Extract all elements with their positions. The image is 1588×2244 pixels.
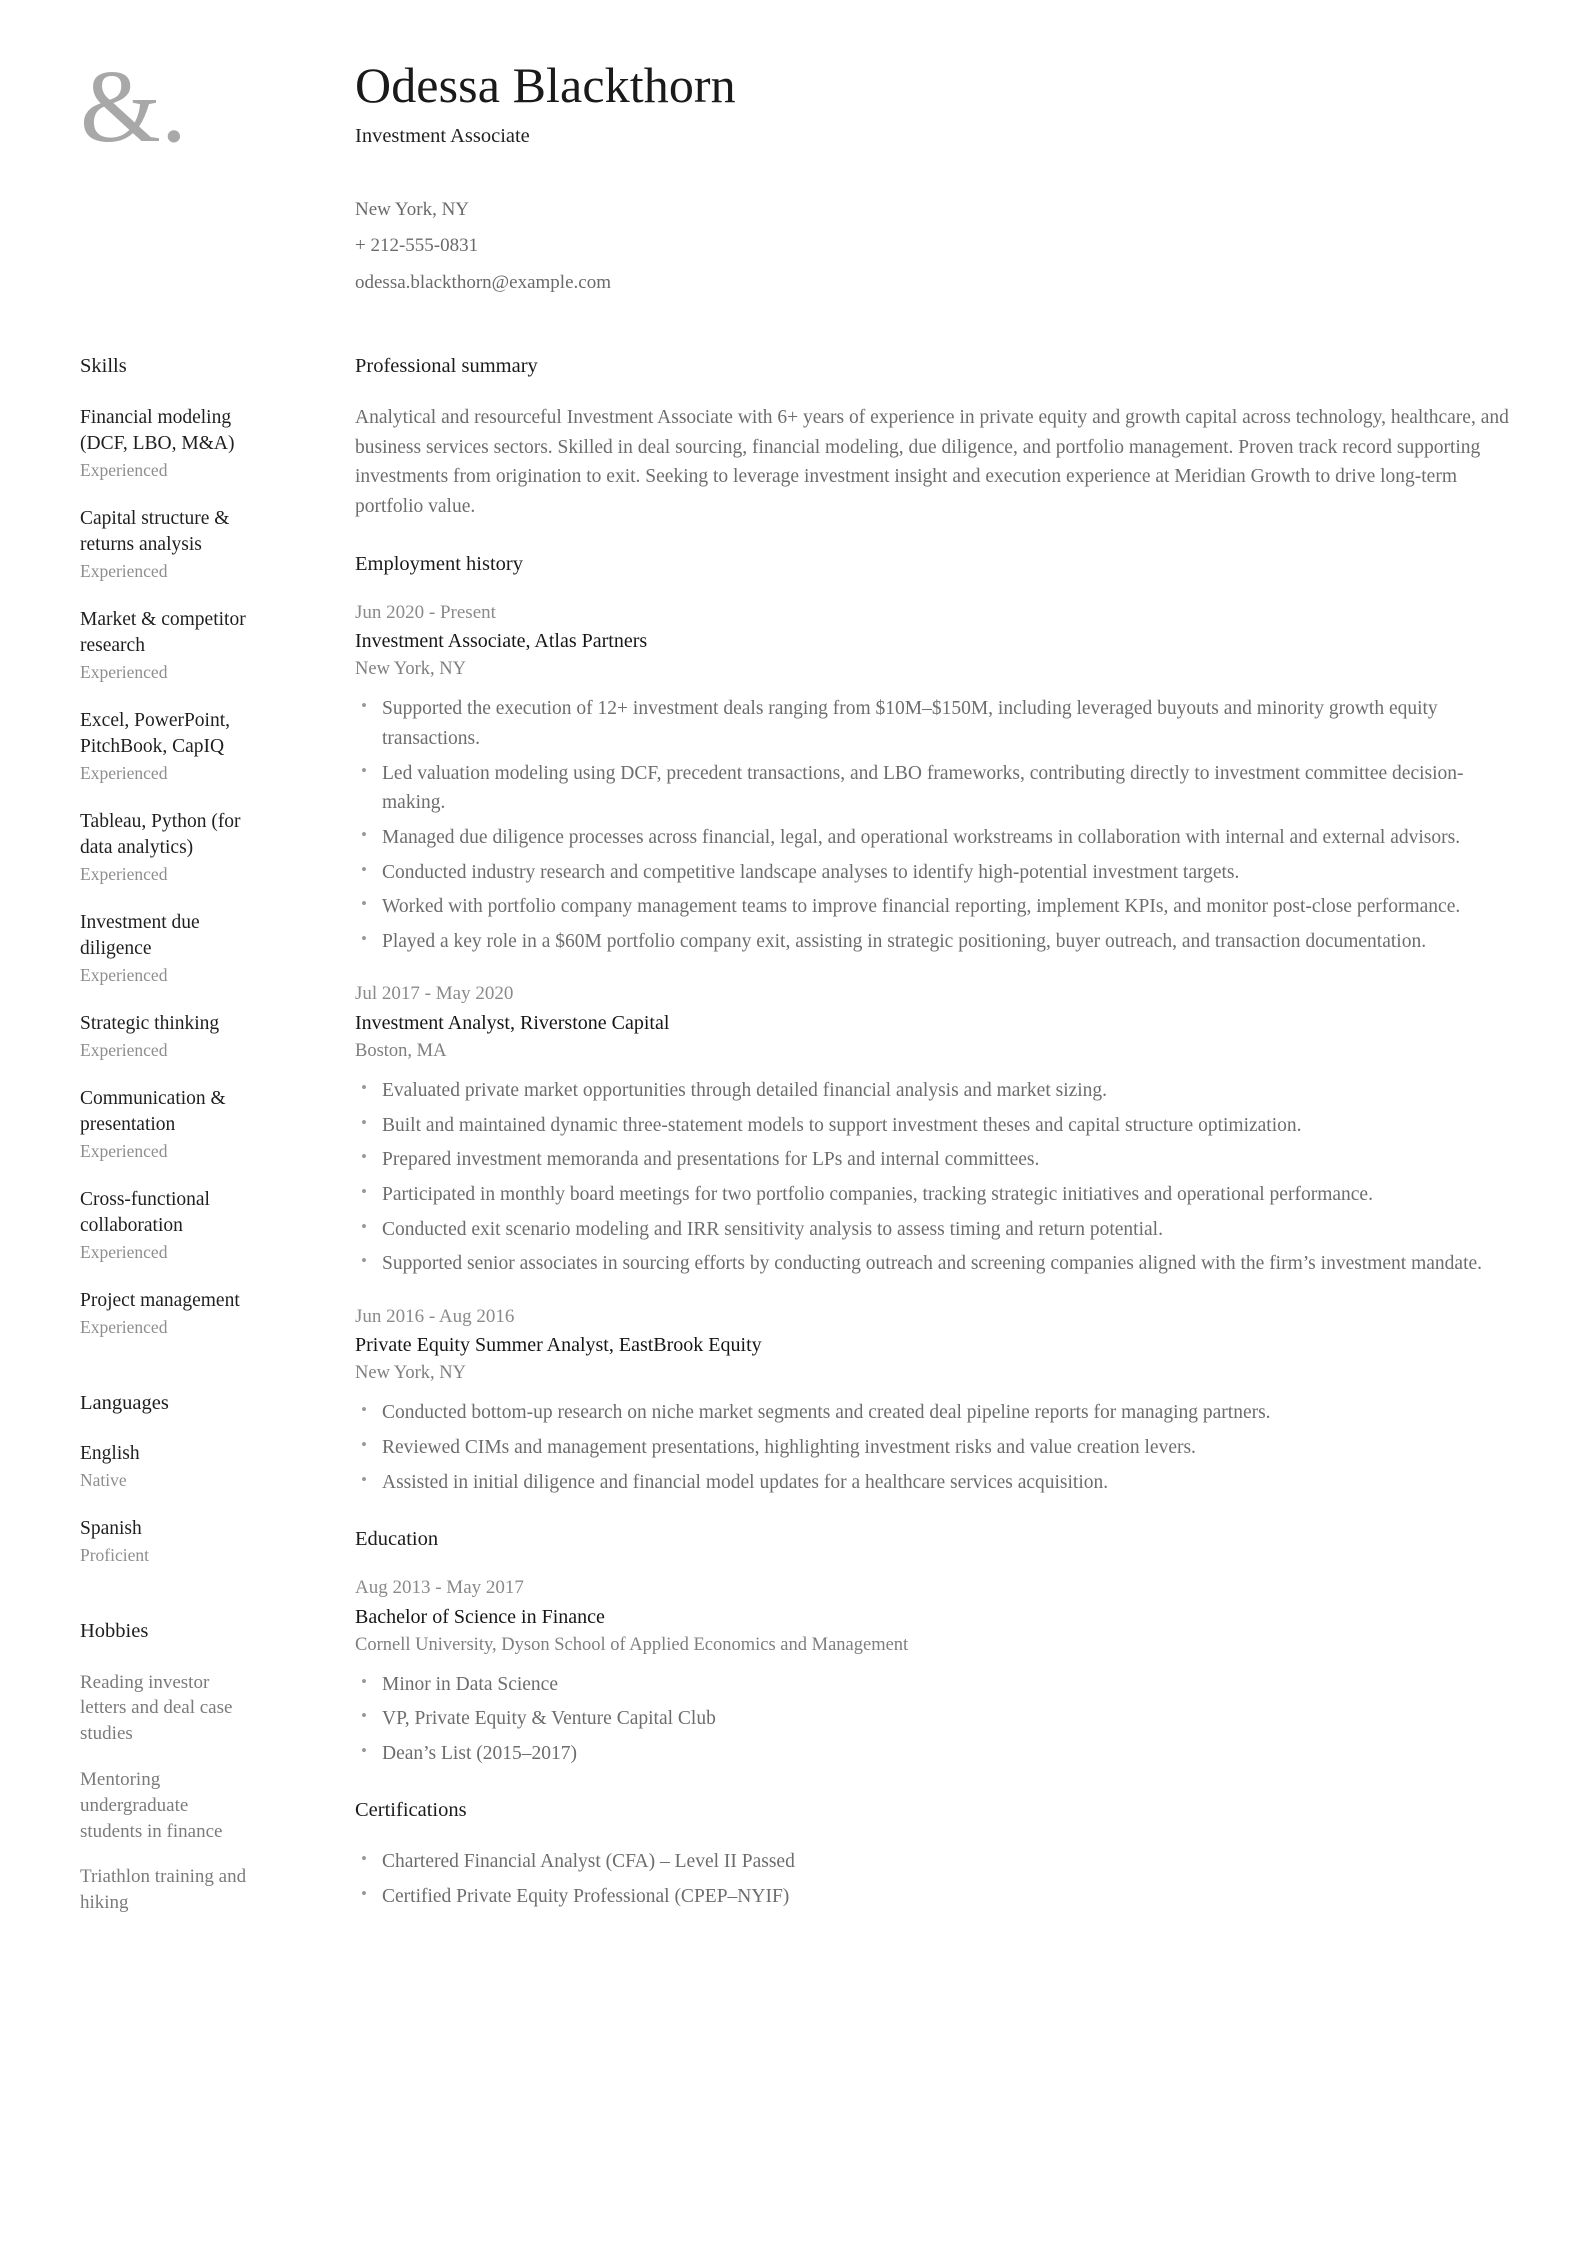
- logo-column: [0, 49, 275, 164]
- resume-body: [0, 354, 1588, 1941]
- skill-item: [80, 910, 253, 987]
- employment-entry: [355, 982, 1516, 1278]
- sidebar-section-languages: [80, 1391, 253, 1567]
- employment-heading: Employment history: [355, 553, 523, 576]
- entry-bullets: [355, 694, 1516, 956]
- skill-item: [80, 809, 253, 886]
- skill-item: [80, 708, 253, 785]
- education-heading: Education: [355, 1528, 439, 1551]
- entry-bullets: [355, 1076, 1516, 1279]
- skill-item: [80, 506, 253, 583]
- skill-level: Experienced: [80, 864, 168, 885]
- section-certifications: [355, 1798, 1516, 1911]
- skills-list: [80, 405, 253, 1339]
- bullet-item: • Managed due diligence processes across financial, legal, and operational workstreams in collaboration with internal and external advisors.: [355, 823, 1516, 853]
- language-level: Native: [80, 1470, 127, 1491]
- skill-name: Communication & presentation: [80, 1087, 226, 1135]
- skill-name: Capital structure & returns analysis: [80, 507, 230, 555]
- summary-text: Analytical and resourceful Investment Associate with 6+ years of experience in private equity and growth capital across technology, healthcare, and business services sectors. Skilled in deal sourcing, financial modeling, due diligence, and portfolio management. Proven track record supporting investments from origination to exit. Seeking to leverage investment insight and execution experience at Meridian Growth to drive long-term portfolio value.: [355, 406, 1509, 518]
- bullet-item: • Certified Private Equity Professional (CPEP–NYIF): [355, 1882, 1516, 1912]
- bullet-item: • Supported senior associates in sourcing efforts by conducting outreach and screening companies aligned with the firm’s investment mandate.: [355, 1249, 1516, 1279]
- main-column: [275, 354, 1588, 1941]
- bullet-item: • Dean’s List (2015–2017): [355, 1739, 1516, 1769]
- bullet-item: • Conducted exit scenario modeling and IRR sensitivity analysis to assess timing and return potential.: [355, 1215, 1516, 1245]
- skill-item: [80, 1288, 253, 1339]
- skill-level: Experienced: [80, 662, 168, 683]
- skill-level: Experienced: [80, 965, 168, 986]
- language-level: Proficient: [80, 1545, 150, 1566]
- skill-level: Experienced: [80, 1316, 168, 1337]
- employment-entry: [355, 601, 1516, 957]
- skill-name: Project management: [80, 1289, 240, 1311]
- bullet-item: • Led valuation modeling using DCF, precedent transactions, and LBO frameworks, contributing directly to investment committee decision-making.: [355, 759, 1516, 818]
- skill-item: [80, 1187, 253, 1264]
- employment-entry: [355, 1305, 1516, 1498]
- language-item: [80, 1516, 253, 1567]
- bullet-item: • Prepared investment memoranda and presentations for LPs and internal committees.: [355, 1145, 1516, 1175]
- language-item: [80, 1441, 253, 1492]
- resume-header: [0, 0, 1588, 306]
- skill-level: Experienced: [80, 561, 168, 582]
- bullet-item: • Chartered Financial Analyst (CFA) – Level II Passed: [355, 1847, 1516, 1877]
- entry-location: New York, NY: [355, 1363, 467, 1384]
- skill-level: Experienced: [80, 460, 168, 481]
- contact-location: New York, NY: [355, 198, 470, 220]
- ampersand-logo-icon: &.: [80, 49, 187, 164]
- hobbies-heading: Hobbies: [80, 1619, 149, 1642]
- bullet-item: • Minor in Data Science: [355, 1670, 1516, 1700]
- skill-level: Experienced: [80, 1140, 168, 1161]
- bullet-item: • Evaluated private market opportunities through detailed financial analysis and market sizing.: [355, 1076, 1516, 1106]
- hobby-item: Triathlon training and hiking: [80, 1866, 247, 1914]
- skill-name: Investment due diligence: [80, 911, 200, 959]
- entry-title: Investment Associate, Atlas Partners: [355, 630, 648, 653]
- education-entry: [355, 1576, 1516, 1769]
- entry-bullets: [355, 1670, 1516, 1769]
- section-professional-summary: [355, 354, 1516, 522]
- sidebar-section-hobbies: [80, 1619, 253, 1916]
- languages-heading: Languages: [80, 1391, 169, 1414]
- hobby-item: Mentoring undergraduate students in finance: [80, 1768, 223, 1842]
- hobbies-list: [80, 1670, 253, 1917]
- skill-name: Strategic thinking: [80, 1012, 220, 1034]
- bullet-item: • Built and maintained dynamic three-statement models to support investment theses and capital structure optimization.: [355, 1111, 1516, 1141]
- contact-phone: + 212-555-0831: [355, 235, 479, 257]
- entry-bullets: [355, 1398, 1516, 1497]
- contact-details: [355, 196, 1588, 299]
- language-name: English: [80, 1443, 140, 1465]
- section-education: [355, 1527, 1516, 1768]
- bullet-item: • Conducted industry research and competitive landscape analyses to identify high-potential investment targets.: [355, 858, 1516, 888]
- entry-title: Investment Analyst, Riverstone Capital: [355, 1012, 670, 1035]
- candidate-job-title: Investment Associate: [355, 125, 530, 147]
- entry-location: Boston, MA: [355, 1041, 447, 1062]
- skills-heading: Skills: [80, 355, 127, 378]
- entry-title: Private Equity Summer Analyst, EastBrook Equity: [355, 1334, 762, 1357]
- skill-item: [80, 607, 253, 684]
- bullet-item: • Assisted in initial diligence and financial model updates for a healthcare services acquisition.: [355, 1468, 1516, 1498]
- bullet-item: • Played a key role in a $60M portfolio company exit, assisting in strategic positioning, buyer outreach, and transaction documentation.: [355, 927, 1516, 957]
- entry-dates: Jun 2016 - Aug 2016: [355, 1305, 515, 1327]
- contact-email: odessa.blackthorn@example.com: [355, 272, 611, 294]
- entry-location: New York, NY: [355, 659, 467, 680]
- bullet-item: • Reviewed CIMs and management presentations, highlighting investment risks and value creation levers.: [355, 1433, 1516, 1463]
- certifications-heading: Certifications: [355, 1799, 467, 1822]
- skill-item: [80, 1011, 253, 1062]
- header-main: [275, 58, 1588, 306]
- hobby-item: Reading investor letters and deal case studies: [80, 1671, 233, 1745]
- skill-level: Experienced: [80, 763, 168, 784]
- skill-name: Financial modeling (DCF, LBO, M&A): [80, 406, 235, 454]
- bullet-item: • Conducted bottom-up research on niche market segments and created deal pipeline reports for managing partners.: [355, 1398, 1516, 1428]
- bullet-item: • Participated in monthly board meetings for two portfolio companies, tracking strategic initiatives and operational performance.: [355, 1180, 1516, 1210]
- skill-item: [80, 1086, 253, 1163]
- bullet-item: • Worked with portfolio company management teams to improve financial reporting, implement KPIs, and monitor post-close performance.: [355, 892, 1516, 922]
- section-employment-history: [355, 552, 1516, 1497]
- skill-name: Tableau, Python (for data analytics): [80, 810, 241, 858]
- certifications-list: [355, 1847, 1516, 1911]
- skill-level: Experienced: [80, 1039, 168, 1060]
- entry-dates: Jun 2020 - Present: [355, 601, 496, 623]
- skill-name: Market & competitor research: [80, 608, 246, 656]
- skill-name: Excel, PowerPoint, PitchBook, CapIQ: [80, 709, 231, 757]
- bullet-item: • VP, Private Equity & Venture Capital Club: [355, 1704, 1516, 1734]
- summary-heading: Professional summary: [355, 355, 538, 378]
- sidebar-section-skills: [80, 354, 253, 1338]
- entry-dates: Jul 2017 - May 2020: [355, 983, 514, 1005]
- bullet-item: • Supported the execution of 12+ investment deals ranging from $10M–$150M, including leveraged buyouts and minority growth equity transactions.: [355, 694, 1516, 753]
- entry-institution: Cornell University, Dyson School of Applied Economics and Management: [355, 1634, 909, 1655]
- skill-item: [80, 405, 253, 482]
- entry-dates: Aug 2013 - May 2017: [355, 1576, 524, 1598]
- candidate-name: Odessa Blackthorn: [355, 57, 736, 113]
- skill-name: Cross-functional collaboration: [80, 1188, 210, 1236]
- entry-title: Bachelor of Science in Finance: [355, 1605, 605, 1628]
- skill-level: Experienced: [80, 1241, 168, 1262]
- language-name: Spanish: [80, 1518, 142, 1540]
- languages-list: [80, 1441, 253, 1567]
- sidebar: [0, 354, 275, 1936]
